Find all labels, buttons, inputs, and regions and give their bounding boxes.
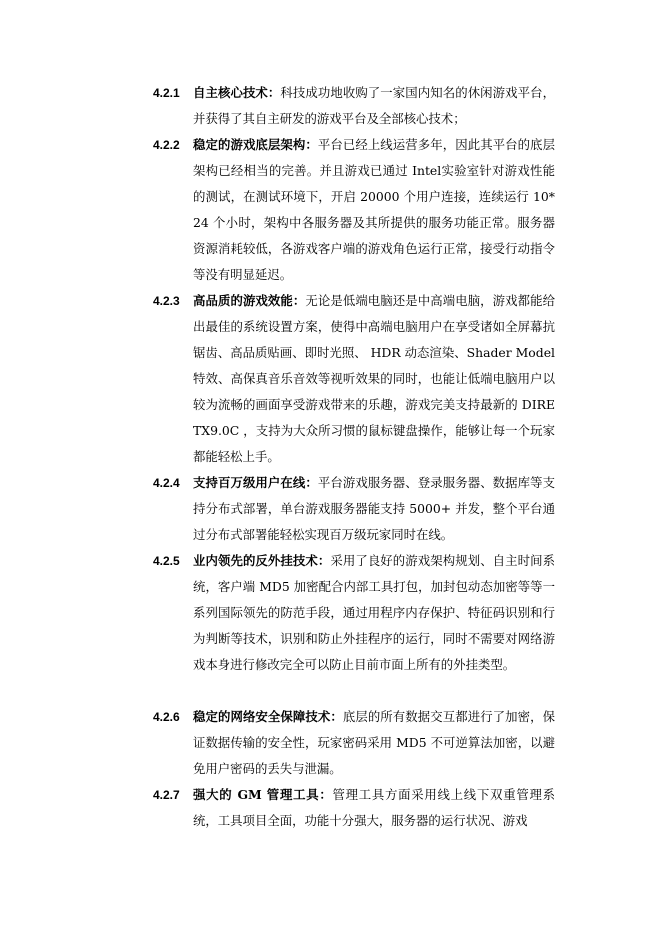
section-number: 4.2.6 (153, 710, 180, 724)
section-body (193, 80, 555, 132)
section-number: 4.2.7 (153, 788, 180, 802)
section-number: 4.2.4 (153, 476, 180, 490)
section-body (193, 548, 555, 678)
section-heading: 稳定的网络安全保障技术： (193, 709, 343, 724)
section-body (193, 288, 555, 470)
section-text: 科技成功地收购了一家国内知名的休闲游戏平台，并获得了其自主研发的游戏平台及全部核心技术； (193, 85, 556, 126)
section-heading: 稳定的游戏底层架构： (193, 137, 318, 152)
section-heading: 高品质的游戏效能： (193, 293, 306, 308)
section-text: 管理工具方面采用线上线下双重管理系统，工具项目全面，功能十分强大，服务器的运行状况、游戏 (193, 787, 555, 828)
section-number: 4.2.2 (153, 138, 180, 152)
section-body (193, 782, 555, 834)
section-text: 无论是低端电脑还是中高端电脑，游戏都能给出最佳的系统设置方案，使得中高端电脑用户在享受诸如全屏幕抗锯齿、高品质贴画、即时光照、 HDR 动态渲染、Shader Model 特效、高保真音乐音效等视听效果的同时，也能让低端电脑用户以较为流畅的画面享受游戏带来的乐趣，游戏完美支持最新的 DIRETX9.0C ，支持为大众所习惯的鼠标键盘操作，能够让每一个玩家都能轻松上手。 (193, 293, 556, 464)
section-number: 4.2.5 (153, 554, 180, 568)
section-body (193, 132, 555, 288)
section-heading: 业内领先的反外挂技术： (193, 553, 331, 568)
section-heading: 自主核心技术： (193, 85, 281, 100)
section-number: 4.2.1 (153, 86, 180, 100)
section-number: 4.2.3 (153, 294, 180, 308)
section-text: 采用了良好的游戏架构规划、自主时间系统，客户端 MD5 加密配合内部工具打包，加封包动态加密等等一系列国际领先的防范手段，通过用程序内存保护、特征码识别和行为判断等技术，识别和防止外挂程序的运行，同时不需要对网络游戏本身进行修改完全可以防止目前市面上所有的外挂类型。 (193, 553, 556, 672)
section-body (193, 470, 555, 548)
section-text: 平台已经上线运营多年，因此其平台的底层架构已经相当的完善。并且游戏已通过 Intel实验室针对游戏性能的测试，在测试环境下，开启 20000 个用户连接，连续运行 10*24 个小时，架构中各服务器及其所提供的服务功能正常。服务器资源消耗较低，各游戏客户端的游戏角色运行正常，接受行动指令等没有明显延迟。 (193, 137, 556, 282)
section-text: 底层的所有数据交互都进行了加密，保证数据传输的安全性，玩家密码采用 MD5 不可逆算法加密，以避免用户密码的丢失与泄漏。 (193, 709, 556, 776)
section-heading: 强大的 GM 管理工具： (193, 787, 333, 802)
section-body (193, 704, 555, 782)
section-text: 平台游戏服务器、登录服务器、数据库等支持分布式部署，单台游戏服务器能支持 5000+ 并发，整个平台通过分布式部署能轻松实现百万级玩家同时在线。 (193, 475, 556, 542)
section-heading: 支持百万级用户在线： (193, 475, 318, 490)
